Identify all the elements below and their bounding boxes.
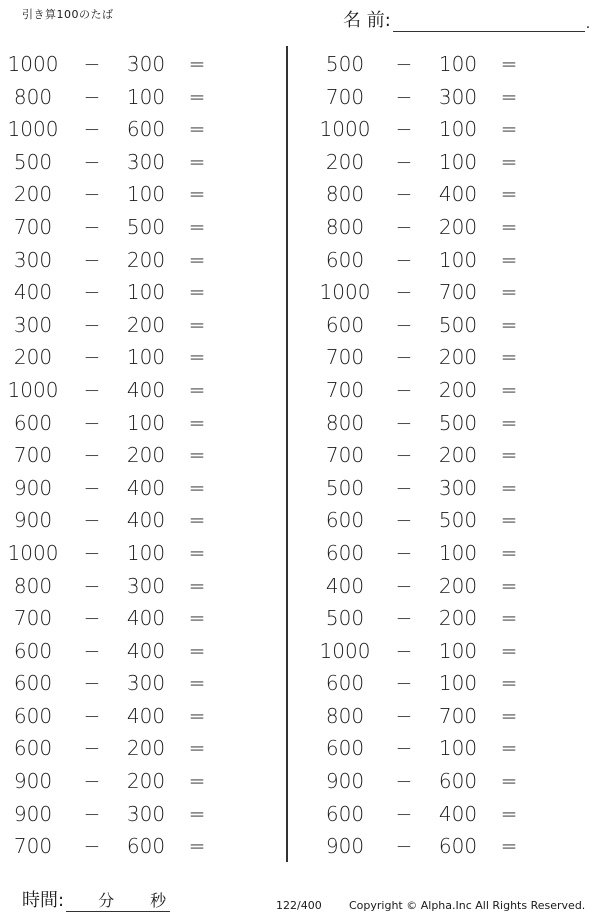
problem-row — [0, 570, 280, 603]
subtrahend: 300 — [126, 671, 166, 696]
problem-row — [0, 81, 280, 114]
time-label: 時間: — [22, 890, 65, 911]
equals-sign: = — [500, 247, 518, 272]
problem-row — [0, 374, 280, 407]
subtrahend: 100 — [126, 345, 166, 370]
equals-sign: = — [188, 443, 206, 468]
minus-sign: − — [395, 182, 413, 207]
problem-row — [0, 178, 280, 211]
subtrahend: 200 — [438, 377, 478, 402]
minus-sign: − — [83, 573, 101, 598]
worksheet-title: 引き算100のたば — [22, 8, 114, 21]
equals-sign: = — [500, 540, 518, 565]
problem-row — [312, 537, 592, 570]
minuend: 700 — [325, 345, 365, 370]
minus-sign: − — [395, 638, 413, 663]
equals-sign: = — [500, 312, 518, 337]
equals-sign: = — [188, 84, 206, 109]
minus-sign: − — [395, 834, 413, 859]
subtrahend: 600 — [126, 834, 166, 859]
problem-row — [312, 439, 592, 472]
subtrahend: 400 — [126, 508, 166, 533]
minuend: 1000 — [7, 540, 59, 565]
subtrahend: 500 — [126, 214, 166, 239]
subtrahend: 100 — [438, 149, 478, 174]
equals-sign: = — [500, 377, 518, 402]
name-label: 名 前: — [343, 10, 391, 31]
equals-sign: = — [188, 377, 206, 402]
equals-sign: = — [188, 638, 206, 663]
problem-row — [312, 407, 592, 440]
subtrahend: 400 — [126, 475, 166, 500]
minus-sign: − — [83, 410, 101, 435]
subtrahend: 100 — [126, 540, 166, 565]
subtrahend: 500 — [438, 312, 478, 337]
equals-sign: = — [500, 671, 518, 696]
problem-row — [0, 309, 280, 342]
time-blank-line[interactable] — [66, 889, 170, 912]
equals-sign: = — [500, 345, 518, 370]
minus-sign: − — [395, 84, 413, 109]
subtrahend: 300 — [126, 573, 166, 598]
minus-sign: − — [395, 280, 413, 305]
minus-sign: − — [395, 736, 413, 761]
problem-row — [0, 472, 280, 505]
minus-sign: − — [83, 475, 101, 500]
problem-row — [0, 700, 280, 733]
minus-sign: − — [395, 247, 413, 272]
minuend: 700 — [325, 443, 365, 468]
minus-sign: − — [395, 671, 413, 696]
minuend: 900 — [13, 801, 53, 826]
minuend: 1000 — [7, 52, 59, 76]
problem-row — [312, 602, 592, 635]
equals-sign: = — [188, 410, 206, 435]
equals-sign: = — [188, 769, 206, 794]
minuend: 600 — [325, 736, 365, 761]
minuend: 800 — [325, 182, 365, 207]
minus-sign: − — [83, 84, 101, 109]
minus-sign: − — [83, 540, 101, 565]
problem-row — [312, 765, 592, 798]
subtrahend: 100 — [126, 410, 166, 435]
minus-sign: − — [83, 834, 101, 859]
equals-sign: = — [188, 703, 206, 728]
minuend: 600 — [325, 671, 365, 696]
subtrahend: 400 — [126, 377, 166, 402]
subtrahend: 200 — [438, 606, 478, 631]
minus-sign: − — [83, 703, 101, 728]
equals-sign: = — [188, 280, 206, 305]
problem-row — [312, 830, 592, 863]
minus-sign: − — [83, 508, 101, 533]
equals-sign: = — [188, 475, 206, 500]
problem-row — [312, 374, 592, 407]
equals-sign: = — [500, 117, 518, 142]
equals-sign: = — [188, 52, 206, 76]
minuend: 500 — [13, 149, 53, 174]
subtrahend: 200 — [438, 443, 478, 468]
seconds-unit: 秒 — [150, 891, 167, 910]
equals-sign: = — [500, 801, 518, 826]
minus-sign: − — [83, 736, 101, 761]
minus-sign: − — [83, 801, 101, 826]
minus-sign: − — [395, 703, 413, 728]
minus-sign: − — [395, 540, 413, 565]
subtrahend: 100 — [126, 182, 166, 207]
name-blank-line[interactable] — [393, 11, 585, 32]
minuend: 200 — [13, 345, 53, 370]
problem-row — [312, 81, 592, 114]
problem-row — [0, 667, 280, 700]
subtrahend: 100 — [438, 736, 478, 761]
problem-row — [0, 276, 280, 309]
subtrahend: 200 — [126, 736, 166, 761]
time-field[interactable] — [22, 886, 170, 912]
equals-sign: = — [188, 540, 206, 565]
minuend: 900 — [325, 834, 365, 859]
subtrahend: 100 — [438, 117, 478, 142]
minus-sign: − — [83, 671, 101, 696]
minuend: 700 — [13, 214, 53, 239]
problem-row — [312, 244, 592, 277]
problem-row — [0, 146, 280, 179]
minus-sign: − — [395, 214, 413, 239]
minus-sign: − — [395, 508, 413, 533]
equals-sign: = — [500, 84, 518, 109]
minus-sign: − — [83, 377, 101, 402]
problem-row — [312, 276, 592, 309]
minuend: 600 — [325, 508, 365, 533]
problem-row — [312, 341, 592, 374]
problem-row — [312, 700, 592, 733]
subtrahend: 100 — [438, 247, 478, 272]
subtrahend: 700 — [438, 280, 478, 305]
subtrahend: 400 — [438, 801, 478, 826]
subtrahend: 300 — [126, 801, 166, 826]
minuend: 800 — [325, 410, 365, 435]
subtrahend: 400 — [438, 182, 478, 207]
equals-sign: = — [188, 182, 206, 207]
minus-sign: − — [83, 312, 101, 337]
subtrahend: 700 — [438, 703, 478, 728]
equals-sign: = — [500, 280, 518, 305]
subtrahend: 200 — [126, 247, 166, 272]
minus-sign: − — [83, 638, 101, 663]
equals-sign: = — [188, 606, 206, 631]
equals-sign: = — [188, 573, 206, 598]
minuend: 1000 — [319, 117, 371, 142]
minuend: 200 — [13, 182, 53, 207]
minuend: 500 — [325, 475, 365, 500]
subtrahend: 100 — [126, 280, 166, 305]
problem-row — [0, 732, 280, 765]
subtrahend: 600 — [126, 117, 166, 142]
equals-sign: = — [500, 606, 518, 631]
problem-row — [0, 765, 280, 798]
equals-sign: = — [500, 149, 518, 174]
minutes-unit: 分 — [98, 891, 115, 910]
subtrahend: 200 — [126, 769, 166, 794]
problem-row — [0, 113, 280, 146]
minuend: 1000 — [7, 117, 59, 142]
minuend: 700 — [325, 377, 365, 402]
minuend: 500 — [325, 606, 365, 631]
problem-row — [312, 178, 592, 211]
problem-row — [312, 146, 592, 179]
problem-row — [0, 341, 280, 374]
equals-sign: = — [188, 117, 206, 142]
problem-row — [0, 537, 280, 570]
minuend: 600 — [325, 801, 365, 826]
minus-sign: − — [395, 573, 413, 598]
minuend: 700 — [13, 606, 53, 631]
minus-sign: − — [83, 182, 101, 207]
equals-sign: = — [500, 573, 518, 598]
equals-sign: = — [188, 247, 206, 272]
subtrahend: 600 — [438, 834, 478, 859]
copyright-text: Copyright © Alpha.Inc All Rights Reserved. — [349, 899, 586, 912]
minus-sign: − — [395, 410, 413, 435]
minuend: 800 — [13, 573, 53, 598]
name-field[interactable] — [343, 6, 590, 32]
equals-sign: = — [188, 312, 206, 337]
minuend: 600 — [13, 736, 53, 761]
problem-row — [312, 798, 592, 831]
minus-sign: − — [395, 475, 413, 500]
equals-sign: = — [500, 508, 518, 533]
minuend: 700 — [13, 834, 53, 859]
subtrahend: 500 — [438, 410, 478, 435]
problem-row — [0, 48, 280, 81]
subtrahend: 400 — [126, 703, 166, 728]
equals-sign: = — [500, 182, 518, 207]
subtrahend: 100 — [438, 638, 478, 663]
equals-sign: = — [500, 410, 518, 435]
minus-sign: − — [395, 52, 413, 76]
equals-sign: = — [188, 801, 206, 826]
minuend: 300 — [13, 312, 53, 337]
minuend: 900 — [325, 769, 365, 794]
minus-sign: − — [83, 280, 101, 305]
minus-sign: − — [83, 769, 101, 794]
subtrahend: 300 — [438, 84, 478, 109]
minuend: 600 — [13, 410, 53, 435]
equals-sign: = — [500, 638, 518, 663]
minuend: 1000 — [319, 638, 371, 663]
problem-row — [0, 211, 280, 244]
subtrahend: 300 — [126, 52, 166, 76]
problem-row — [312, 113, 592, 146]
problem-row — [0, 244, 280, 277]
problem-row — [0, 602, 280, 635]
subtrahend: 500 — [438, 508, 478, 533]
problem-row — [312, 570, 592, 603]
minuend: 600 — [13, 703, 53, 728]
minus-sign: − — [395, 117, 413, 142]
subtrahend: 200 — [438, 345, 478, 370]
problem-row — [312, 667, 592, 700]
subtrahend: 300 — [126, 149, 166, 174]
problem-row — [312, 211, 592, 244]
subtrahend: 100 — [438, 540, 478, 565]
minuend: 600 — [13, 671, 53, 696]
problem-row — [0, 635, 280, 668]
subtrahend: 200 — [126, 443, 166, 468]
minuend: 200 — [325, 149, 365, 174]
minus-sign: − — [395, 801, 413, 826]
minus-sign: − — [395, 345, 413, 370]
minus-sign: − — [395, 149, 413, 174]
equals-sign: = — [188, 834, 206, 859]
equals-sign: = — [188, 345, 206, 370]
minuend: 400 — [325, 573, 365, 598]
minus-sign: − — [395, 443, 413, 468]
minuend: 800 — [325, 703, 365, 728]
subtrahend: 400 — [126, 638, 166, 663]
equals-sign: = — [500, 443, 518, 468]
minuend: 700 — [325, 84, 365, 109]
minus-sign: − — [83, 52, 101, 76]
minus-sign: − — [83, 149, 101, 174]
problem-row — [312, 504, 592, 537]
subtrahend: 300 — [438, 475, 478, 500]
subtrahend: 100 — [438, 52, 478, 76]
page-number: 122/400 — [276, 899, 322, 912]
problem-row — [0, 830, 280, 863]
problem-row — [312, 472, 592, 505]
minuend: 700 — [13, 443, 53, 468]
equals-sign: = — [188, 736, 206, 761]
minus-sign: − — [83, 214, 101, 239]
name-dot: . — [585, 16, 591, 32]
minuend: 800 — [13, 84, 53, 109]
left-problem-column — [0, 48, 280, 863]
minuend: 900 — [13, 508, 53, 533]
minuend: 600 — [325, 247, 365, 272]
minus-sign: − — [83, 247, 101, 272]
subtrahend: 100 — [438, 671, 478, 696]
equals-sign: = — [500, 52, 518, 76]
subtrahend: 200 — [438, 214, 478, 239]
minuend: 600 — [13, 638, 53, 663]
minuend: 500 — [325, 52, 365, 76]
minuend: 1000 — [319, 280, 371, 305]
equals-sign: = — [500, 703, 518, 728]
minus-sign: − — [395, 606, 413, 631]
equals-sign: = — [500, 769, 518, 794]
minus-sign: − — [83, 117, 101, 142]
minuend: 300 — [13, 247, 53, 272]
equals-sign: = — [188, 149, 206, 174]
minuend: 400 — [13, 280, 53, 305]
subtrahend: 200 — [126, 312, 166, 337]
minuend: 1000 — [7, 377, 59, 402]
minuend: 600 — [325, 312, 365, 337]
minuend: 600 — [325, 540, 365, 565]
minus-sign: − — [83, 606, 101, 631]
subtrahend: 400 — [126, 606, 166, 631]
equals-sign: = — [188, 214, 206, 239]
column-divider — [286, 46, 288, 862]
subtrahend: 200 — [438, 573, 478, 598]
minus-sign: − — [395, 769, 413, 794]
minus-sign: − — [395, 312, 413, 337]
right-problem-column — [312, 48, 592, 863]
problem-row — [312, 48, 592, 81]
problem-row — [0, 798, 280, 831]
subtrahend: 100 — [126, 84, 166, 109]
minuend: 900 — [13, 475, 53, 500]
equals-sign: = — [500, 214, 518, 239]
problem-row — [312, 732, 592, 765]
problem-row — [0, 407, 280, 440]
equals-sign: = — [500, 475, 518, 500]
equals-sign: = — [500, 736, 518, 761]
problem-row — [312, 309, 592, 342]
problem-row — [0, 504, 280, 537]
minus-sign: − — [83, 443, 101, 468]
problem-row — [0, 439, 280, 472]
equals-sign: = — [188, 671, 206, 696]
minuend: 900 — [13, 769, 53, 794]
problem-row — [312, 635, 592, 668]
equals-sign: = — [188, 508, 206, 533]
subtrahend: 600 — [438, 769, 478, 794]
minus-sign: − — [83, 345, 101, 370]
minuend: 800 — [325, 214, 365, 239]
equals-sign: = — [500, 834, 518, 859]
minus-sign: − — [395, 377, 413, 402]
